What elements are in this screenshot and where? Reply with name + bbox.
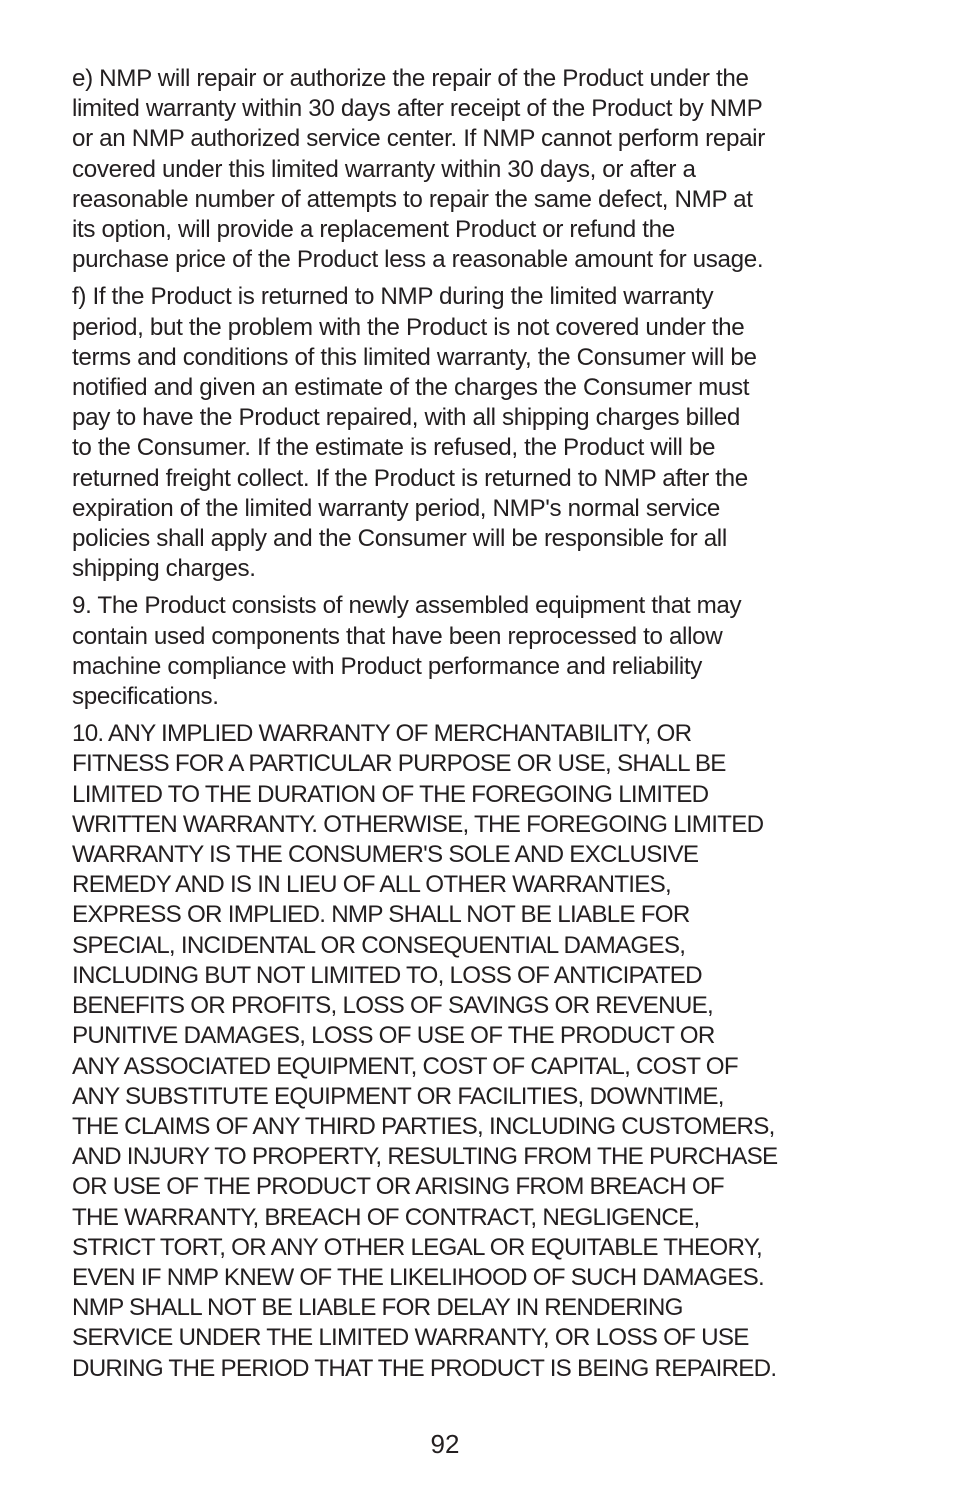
paragraph-line: pay to have the Product repaired, with all shipping charges billed	[72, 404, 741, 432]
paragraph-line: EXPRESS OR IMPLIED. NMP SHALL NOT BE LIABLE FOR	[72, 901, 690, 929]
paragraph-line: f) If the Product is returned to NMP during the limited warranty	[72, 283, 714, 311]
paragraph-line: WARRANTY IS THE CONSUMER'S SOLE AND EXCLUSIVE	[72, 841, 699, 869]
paragraph-line: AND INJURY TO PROPERTY, RESULTING FROM THE PURCHASE	[72, 1143, 778, 1171]
paragraph-line: BENEFITS OR PROFITS, LOSS OF SAVINGS OR REVENUE,	[72, 992, 713, 1020]
paragraph-f	[72, 282, 832, 584]
paragraph-line: LIMITED TO THE DURATION OF THE FOREGOING LIMITED	[72, 780, 709, 808]
paragraph-e	[72, 64, 832, 275]
paragraph-line: notified and given an estimate of the charges the Consumer must	[72, 374, 750, 402]
paragraph-line: covered under this limited warranty within 30 days, or after a	[72, 155, 696, 183]
paragraph-line: its option, will provide a replacement Product or refund the	[72, 216, 675, 244]
paragraph-line: EVEN IF NMP KNEW OF THE LIKELIHOOD OF SUCH DAMAGES.	[72, 1263, 764, 1291]
paragraph-line: OR USE OF THE PRODUCT OR ARISING FROM BREACH OF	[72, 1173, 724, 1201]
paragraph-line: limited warranty within 30 days after receipt of the Product by NMP	[72, 95, 763, 123]
paragraph-line: specifications.	[72, 683, 219, 711]
paragraph-line: e) NMP will repair or authorize the repair of the Product under the	[72, 65, 749, 92]
paragraph-line: 10. ANY IMPLIED WARRANTY OF MERCHANTABILITY, OR	[72, 720, 692, 748]
paragraph-line: INCLUDING BUT NOT LIMITED TO, LOSS OF ANTICIPATED	[72, 961, 702, 989]
paragraph-line: STRICT TORT, OR ANY OTHER LEGAL OR EQUITABLE THEORY,	[72, 1233, 762, 1261]
paragraph-line: returned freight collect. If the Product is returned to NMP after the	[72, 464, 748, 492]
paragraph-line: purchase price of the Product less a reasonable amount for usage.	[72, 246, 764, 274]
paragraph-line: terms and conditions of this limited warranty, the Consumer will be	[72, 343, 757, 371]
paragraph-line: THE CLAIMS OF ANY THIRD PARTIES, INCLUDING CUSTOMERS,	[72, 1112, 775, 1140]
paragraph-line: to the Consumer. If the estimate is refused, the Product will be	[72, 434, 716, 462]
paragraph-line: ANY ASSOCIATED EQUIPMENT, COST OF CAPITAL, COST OF	[72, 1052, 738, 1080]
paragraph-line: expiration of the limited warranty period, NMP's normal service	[72, 494, 720, 522]
paragraph-9	[72, 591, 832, 712]
paragraph-line: policies shall apply and the Consumer will be responsible for all	[72, 525, 727, 553]
paragraph-line: THE WARRANTY, BREACH OF CONTRACT, NEGLIGENCE,	[72, 1203, 700, 1231]
paragraph-line: WRITTEN WARRANTY. OTHERWISE, THE FOREGOING LIMITED	[72, 810, 764, 838]
paragraph-line: or an NMP authorized service center. If NMP cannot perform repair	[72, 125, 765, 153]
paragraph-line: DURING THE PERIOD THAT THE PRODUCT IS BEING REPAIRED.	[72, 1354, 777, 1382]
paragraph-line: REMEDY AND IS IN LIEU OF ALL OTHER WARRANTIES,	[72, 871, 671, 899]
paragraph-line: period, but the problem with the Product is not covered under the	[72, 313, 745, 341]
paragraph-line: shipping charges.	[72, 555, 256, 583]
paragraph-line: ANY SUBSTITUTE EQUIPMENT OR FACILITIES, DOWNTIME,	[72, 1082, 724, 1110]
paragraph-line: PUNITIVE DAMAGES, LOSS OF USE OF THE PRODUCT OR	[72, 1022, 715, 1050]
paragraph-10	[72, 719, 832, 1383]
page-number: 92	[430, 1429, 460, 1459]
paragraph-line: NMP SHALL NOT BE LIABLE FOR DELAY IN RENDERING	[72, 1294, 683, 1322]
paragraph-line: contain used components that have been reprocessed to allow	[72, 622, 723, 650]
paragraph-line: 9. The Product consists of newly assembled equipment that may	[72, 592, 742, 620]
paragraph-line: SPECIAL, INCIDENTAL OR CONSEQUENTIAL DAMAGES,	[72, 931, 686, 959]
document-page	[72, 64, 832, 1391]
paragraph-line: machine compliance with Product performance and reliability	[72, 652, 703, 680]
paragraph-line: FITNESS FOR A PARTICULAR PURPOSE OR USE, SHALL BE	[72, 750, 726, 778]
paragraph-line: reasonable number of attempts to repair the same defect, NMP at	[72, 185, 753, 213]
paragraph-line: SERVICE UNDER THE LIMITED WARRANTY, OR LOSS OF USE	[72, 1324, 749, 1352]
